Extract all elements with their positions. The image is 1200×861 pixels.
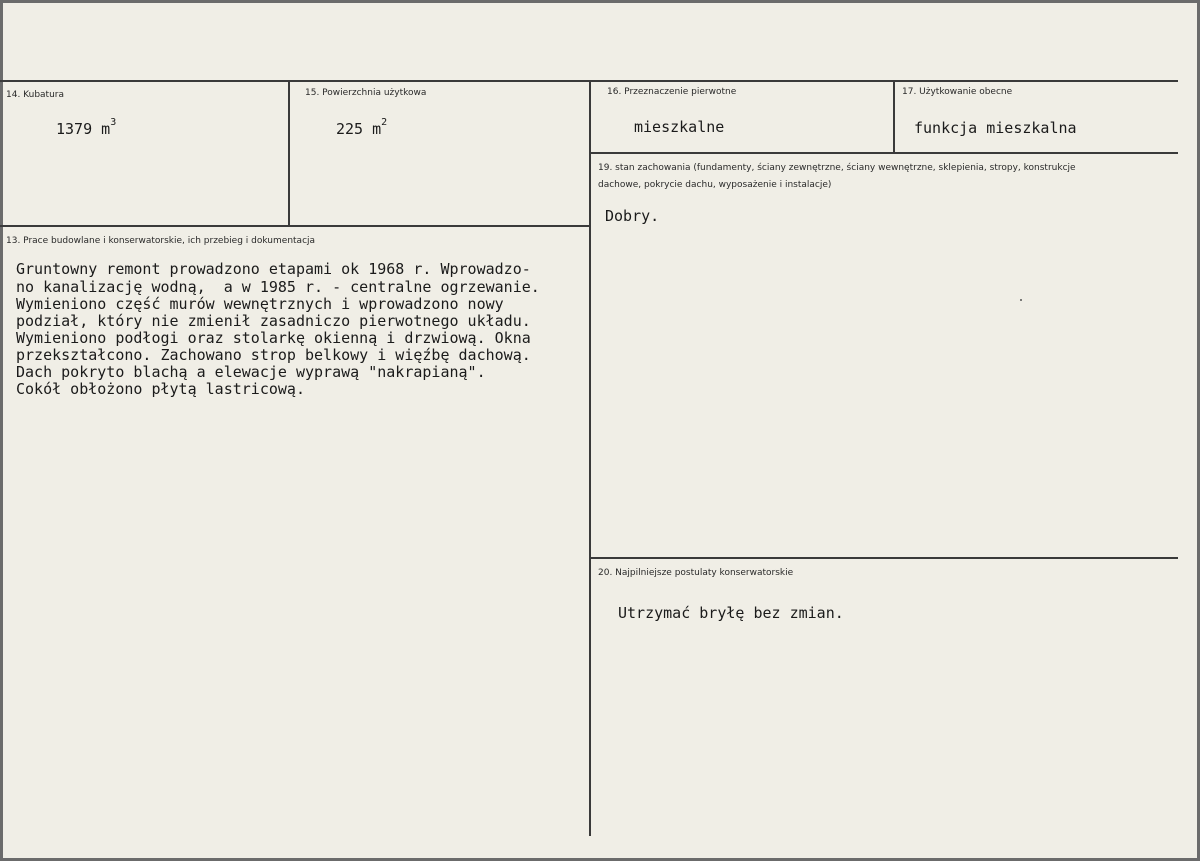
prace-budowlane-label: 13. Prace budowlane i konserwatorskie, ich przebieg i dokumentacja [6, 236, 316, 246]
vertical-divider-16-17 [893, 80, 895, 154]
prace-line-3: Wymieniono część murów wewnętrznych i wprowadzono nowy [16, 295, 504, 313]
powierzchnia-exponent: 2 [381, 117, 388, 128]
uzytkowanie-label: 17. Użytkowanie obecne [902, 87, 1013, 97]
rule-below-14-15 [0, 225, 591, 227]
przeznaczenie-label: 16. Przeznaczenie pierwotne [607, 87, 737, 97]
scan-speck [1020, 299, 1022, 301]
vertical-divider-14-15 [288, 80, 290, 226]
przeznaczenie-value: mieszkalne [634, 118, 725, 136]
kubatura-label: 14. Kubatura [6, 90, 65, 100]
stan-zachowania-value: Dobry. [605, 207, 660, 225]
vertical-divider-main [589, 80, 591, 836]
powierzchnia-number: 225 m [336, 120, 382, 138]
kubatura-value [56, 117, 116, 138]
stan-zachowania-label: 19. stan zachowania (fundamenty, ściany zewnętrzne, ściany wewnętrzne, sklepienia, stropy, konstrukcje dachowe, pokrycie dachu, wyposażenie i instalacje) [598, 163, 1076, 190]
kubatura-exponent: 3 [110, 117, 117, 128]
prace-line-8: Cokół obłożono płytą lastricową. [16, 380, 305, 398]
powierzchnia-value [336, 117, 387, 138]
rule-below-16-17 [591, 152, 1178, 154]
prace-line-5: Wymieniono podłogi oraz stolarkę okienną i drzwiową. Okna [16, 329, 531, 347]
postulaty-value: Utrzymać bryłę bez zmian. [618, 604, 844, 622]
prace-line-1: Gruntowny remont prowadzono etapami ok 1968 r. Wprowadzo- [16, 260, 531, 278]
powierzchnia-label: 15. Powierzchnia użytkowa [305, 88, 427, 98]
prace-line-6: przekształcono. Zachowano strop belkowy i więźbę dachową. [16, 346, 531, 364]
prace-line-2: no kanalizację wodną, a w 1985 r. - centralne ogrzewanie. [16, 278, 540, 296]
uzytkowanie-value: funkcja mieszkalna [914, 119, 1077, 137]
kubatura-number: 1379 m [56, 120, 111, 138]
prace-line-4: podział, który nie zmienił zasadniczo pierwotnego układu. [16, 312, 531, 330]
postulaty-label: 20. Najpilniejsze postulaty konserwatorskie [598, 568, 794, 578]
prace-line-7: Dach pokryto blachą a elewacje wyprawą "nakrapianą". [16, 363, 486, 381]
rule-above-20 [591, 557, 1178, 559]
